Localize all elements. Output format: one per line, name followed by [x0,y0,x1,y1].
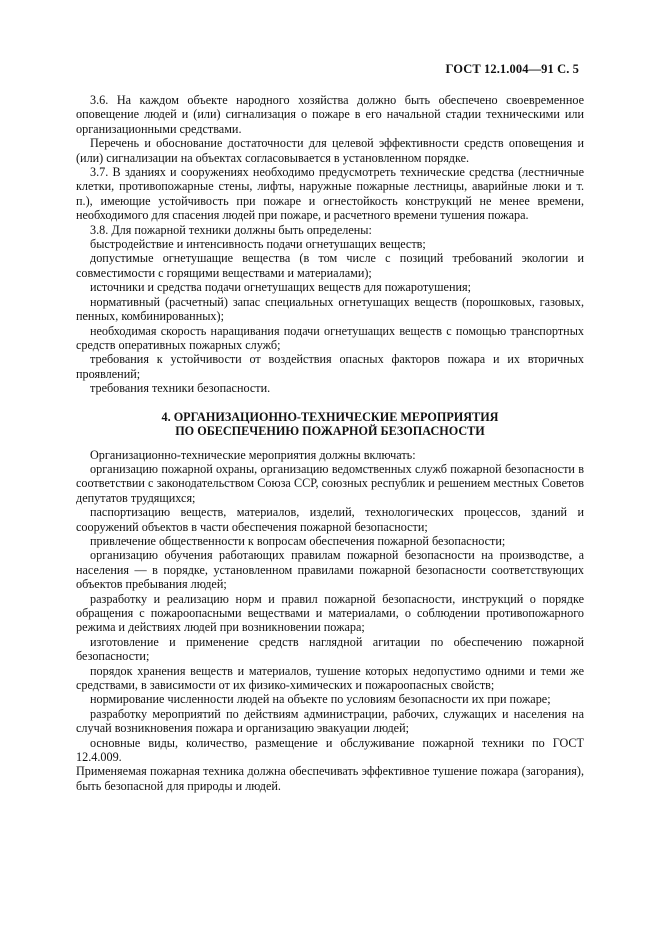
paragraph: Организационно-технические мероприятия должны включать: [90,447,416,462]
list-item: допустимые огнетушащие вещества (в том числе с позиций требований экологии и совместимости с горящими веществами и материалами); [76,251,584,280]
list-item: привлечение общественности к вопросам обеспечения пожарной безопасности; [90,533,506,548]
section-heading [76,410,584,438]
list-item: организацию пожарной охраны, организацию ведомственных служб пожарной безопасности в соответствии с законодательством Союза ССР, союзных республик и решением местных Советов депутатов трудящихся; [76,461,584,505]
list-item: нормативный (расчетный) запас специальных огнетушащих веществ (порошковых, газовых, пенных, комбинированных); [76,294,584,324]
list-item: организацию обучения работающих правилам пожарной безопасности на производстве, а населения — в порядке, установленном правилами пожарной безопасности соответствующих объектов пребывания людей; [76,548,584,592]
document-body [76,93,584,793]
closing-paragraph: Применяемая пожарная техника должна обеспечивать эффективное тушение пожара (загорания), быть безопасной для природы и людей. [76,764,584,793]
list-item: источники и средства подачи огнетушащих веществ для пожаротушения; [90,280,471,295]
list-item: требования к устойчивости от воздействия опасных факторов пожара и их вторичных проявлений; [76,352,584,381]
list-item: нормирование численности людей на объекте по условиям безопасности их при пожаре; [90,692,551,707]
paragraph: 3.7. В зданиях и сооружениях необходимо предусмотреть технические средства (лестничные клетки, противопожарные стены, лифты, наружные пожарные лестницы, аварийные люки и т. п.), имеющие устойчивость при пожаре и огнестойкость конструкций не менее времени, необходимого для спасения людей при пожаре, и расчетного времени тушения пожара. [76,165,584,223]
list-item: изготовление и применение средств наглядной агитации по обеспечению пожарной безопасности; [76,634,584,664]
list-item: основные виды, количество, размещение и обслуживание пожарной техники по ГОСТ 12.4.009. [76,735,584,765]
page-header: ГОСТ 12.1.004—91 С. 5 [445,62,579,76]
list-item: разработку и реализацию норм и правил пожарной безопасности, инструкций о порядке обращения с пожароопасными веществами и материалами, о соблюдении противопожарного режима и действиях людей при возникновении пожара; [76,591,584,635]
paragraph: Перечень и обоснование достаточности для целевой эффективности средств оповещения и (или) сигнализации на объектах согласовывается в установленном порядке. [76,136,584,165]
paragraph: 3.6. На каждом объекте народного хозяйства должно быть обеспечено своевременное оповещение людей и (или) сигнализация о пожаре в его начальной стадии техническими или организационными средствами. [76,93,584,136]
section-heading-line2: ПО ОБЕСПЕЧЕНИЮ ПОЖАРНОЙ БЕЗОПАСНОСТИ [175,423,485,438]
list-item: необходимая скорость наращивания подачи огнетушащих веществ с помощью транспортных средств оперативных пожарных служб; [76,323,584,352]
list-item: разработку мероприятий по действиям администрации, рабочих, служащих и населения на случай возникновения пожара и организацию эвакуации людей; [76,706,584,736]
list-item: быстродействие и интенсивность подачи огнетушащих веществ; [90,237,426,252]
list-item: порядок хранения веществ и материалов, тушение которых недопустимо одними и теми же средствами, в зависимости от их физико-химических и пожароопасных свойств; [76,663,584,693]
list-item: паспортизацию веществ, материалов, изделий, технологических процессов, зданий и сооружений объектов в части обеспечения пожарной безопасности; [76,505,584,534]
list-item: требования техники безопасности. [90,381,271,396]
paragraph: 3.8. Для пожарной техники должны быть определены: [90,222,372,237]
section-heading-line1: 4. ОРГАНИЗАЦИОННО-ТЕХНИЧЕСКИЕ МЕРОПРИЯТИЯ [161,409,499,424]
